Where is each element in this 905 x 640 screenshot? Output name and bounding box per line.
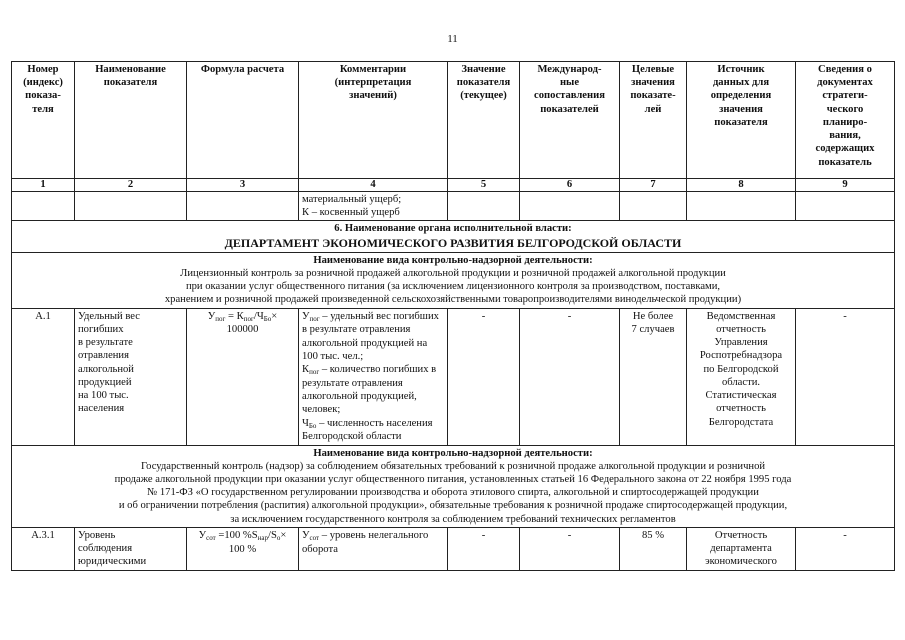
formula-part: =100 %S	[215, 529, 258, 541]
indicator-target: 85 %	[620, 527, 687, 570]
indicator-documents: -	[796, 527, 895, 570]
comment-subscript: пог	[309, 314, 320, 323]
header-documents: Сведения о документах стратеги- ческого планиро- вания, содержащих показатель	[796, 62, 895, 179]
column-number: 3	[187, 179, 299, 192]
header-row	[12, 62, 895, 179]
column-numbers-row	[12, 179, 895, 192]
comment-symbol: К	[302, 364, 310, 376]
column-number: 2	[75, 179, 187, 192]
comment-subscript: пог	[309, 368, 320, 377]
continuation-row	[12, 192, 895, 221]
header-international: Международ- ные сопоставления показателей	[520, 62, 620, 179]
comment-item	[302, 363, 444, 416]
comment-subscript: Бо	[308, 421, 317, 430]
indicators-table	[11, 61, 895, 571]
header-index: Номер (индекс) показа- теля	[12, 62, 75, 179]
activity-2-row	[12, 445, 895, 527]
indicator-source: Отчетность департамента экономического	[687, 527, 796, 570]
header-source: Источник данных для определения значения показателя	[687, 62, 796, 179]
formula-multiplier: 100 %	[228, 543, 257, 555]
indicator-row-a1	[12, 308, 895, 445]
indicator-index: А.3.1	[12, 527, 75, 570]
section-title: 6. Наименование органа исполнительной власти:	[334, 223, 572, 235]
column-number: 8	[687, 179, 796, 192]
header-current-value: Значение показателя (текущее)	[448, 62, 520, 179]
formula-subscript: нар	[257, 533, 268, 542]
activity-text: Лицензионный контроль за розничной продажей алкогольной продукции и розничной продажей алкогольной продукции при оказании услуг общественного питания (за исключением лицензионного контроля за производством, поставками, хранением и розничной продажей произведенной сельскохозяйственными товаропроизводителями винодельческой продукции)	[164, 267, 742, 306]
header-formula: Формула расчета	[187, 62, 299, 179]
comment-symbol: У	[302, 529, 310, 541]
indicator-formula	[187, 308, 299, 445]
formula-part: ×	[271, 310, 278, 322]
comment-item	[302, 417, 444, 444]
header-name: Наименование показателя	[75, 62, 187, 179]
comment-text: – удельный вес погибших в результате отравления алкогольной продукцией на 100 тыс. чел.;	[302, 310, 439, 362]
formula-symbol: У	[207, 310, 216, 322]
indicator-international: -	[520, 527, 620, 570]
header-target: Целевые значения показате- лей	[620, 62, 687, 179]
activity-text: Государственный контроль (надзор) за соблюдением обязательных требований к розничной продаже алкогольной продукции и розничной продаже алкогольной продукции при оказании услуг общественного питания, установленных статьей 16 Федерального закона от 22 ноября 1995 года № 171-ФЗ «О государственном регулировании производства и оборота этилового спирта, алкогольной и спиртосодержащей продукции и об ограничении потребления (распития) алкогольной продукции», обязательные требования к розничной продаже спиртосодержащей продукции, за исключением государственного контроля за соблюдением требований технических регламентов	[114, 460, 792, 525]
column-number: 6	[520, 179, 620, 192]
indicator-current: -	[448, 308, 520, 445]
indicator-name: Удельный вес погибших в результате отравления алкогольной продукцией на 100 тыс. населения	[75, 308, 187, 445]
indicator-formula	[187, 527, 299, 570]
activity-block	[12, 445, 895, 527]
comment-text: – количество погибших в результате отравления алкогольной продукцией, человек;	[302, 364, 437, 416]
column-number: 7	[620, 179, 687, 192]
comment-subscript: сот	[309, 533, 320, 542]
formula-subscript: пог	[243, 314, 254, 323]
column-number: 4	[299, 179, 448, 192]
indicator-target: Не более 7 случаев	[620, 308, 687, 445]
indicator-row-a31	[12, 527, 895, 570]
comment-text: – численность населения Белгородской области	[302, 417, 433, 443]
column-number: 9	[796, 179, 895, 192]
indicator-name: Уровень соблюдения юридическими	[75, 527, 187, 570]
indicator-international: -	[520, 308, 620, 445]
section-department: ДЕПАРТАМЕНТ ЭКОНОМИЧЕСКОГО РАЗВИТИЯ БЕЛГОРОДСКОЙ ОБЛАСТИ	[224, 235, 682, 250]
formula-subscript: пог	[215, 314, 226, 323]
activity-1-row	[12, 252, 895, 308]
activity-heading: Наименование вида контрольно-надзорной деятельности:	[313, 447, 593, 459]
comment-item	[302, 310, 444, 363]
indicator-current: -	[448, 527, 520, 570]
column-number: 1	[12, 179, 75, 192]
activity-block	[12, 252, 895, 308]
indicator-source: Ведомственная отчетность Управления Роспотребнадзора по Белгородской области. Статистическая отчетность Белгородстата	[687, 308, 796, 445]
formula-part: = К	[225, 310, 244, 322]
formula-part: ×	[280, 529, 287, 541]
continuation-comment: материальный ущерб; К – косвенный ущерб	[299, 192, 448, 221]
formula-subscript: о	[276, 533, 281, 542]
column-number: 5	[448, 179, 520, 192]
comment-text: – уровень нелегального оборота	[302, 529, 429, 555]
header-comments: Комментарии (интерпретация значений)	[299, 62, 448, 179]
formula-subscript: сот	[206, 533, 216, 542]
activity-heading: Наименование вида контрольно-надзорной деятельности:	[313, 254, 593, 266]
formula-part: /Ч	[253, 310, 264, 322]
indicator-index: А.1	[12, 308, 75, 445]
indicator-comments	[299, 308, 448, 445]
comment-symbol: Ч	[302, 417, 309, 429]
indicator-documents: -	[796, 308, 895, 445]
section-heading	[12, 221, 895, 252]
comment-symbol: У	[302, 310, 310, 322]
formula-subscript: Бо	[263, 314, 272, 323]
formula-part: /S	[268, 529, 277, 541]
indicator-comments	[299, 527, 448, 570]
page-number: 11	[447, 33, 458, 45]
formula-multiplier: 100000	[226, 324, 259, 336]
formula-symbol: У	[198, 529, 207, 541]
section-6-row	[12, 221, 895, 252]
